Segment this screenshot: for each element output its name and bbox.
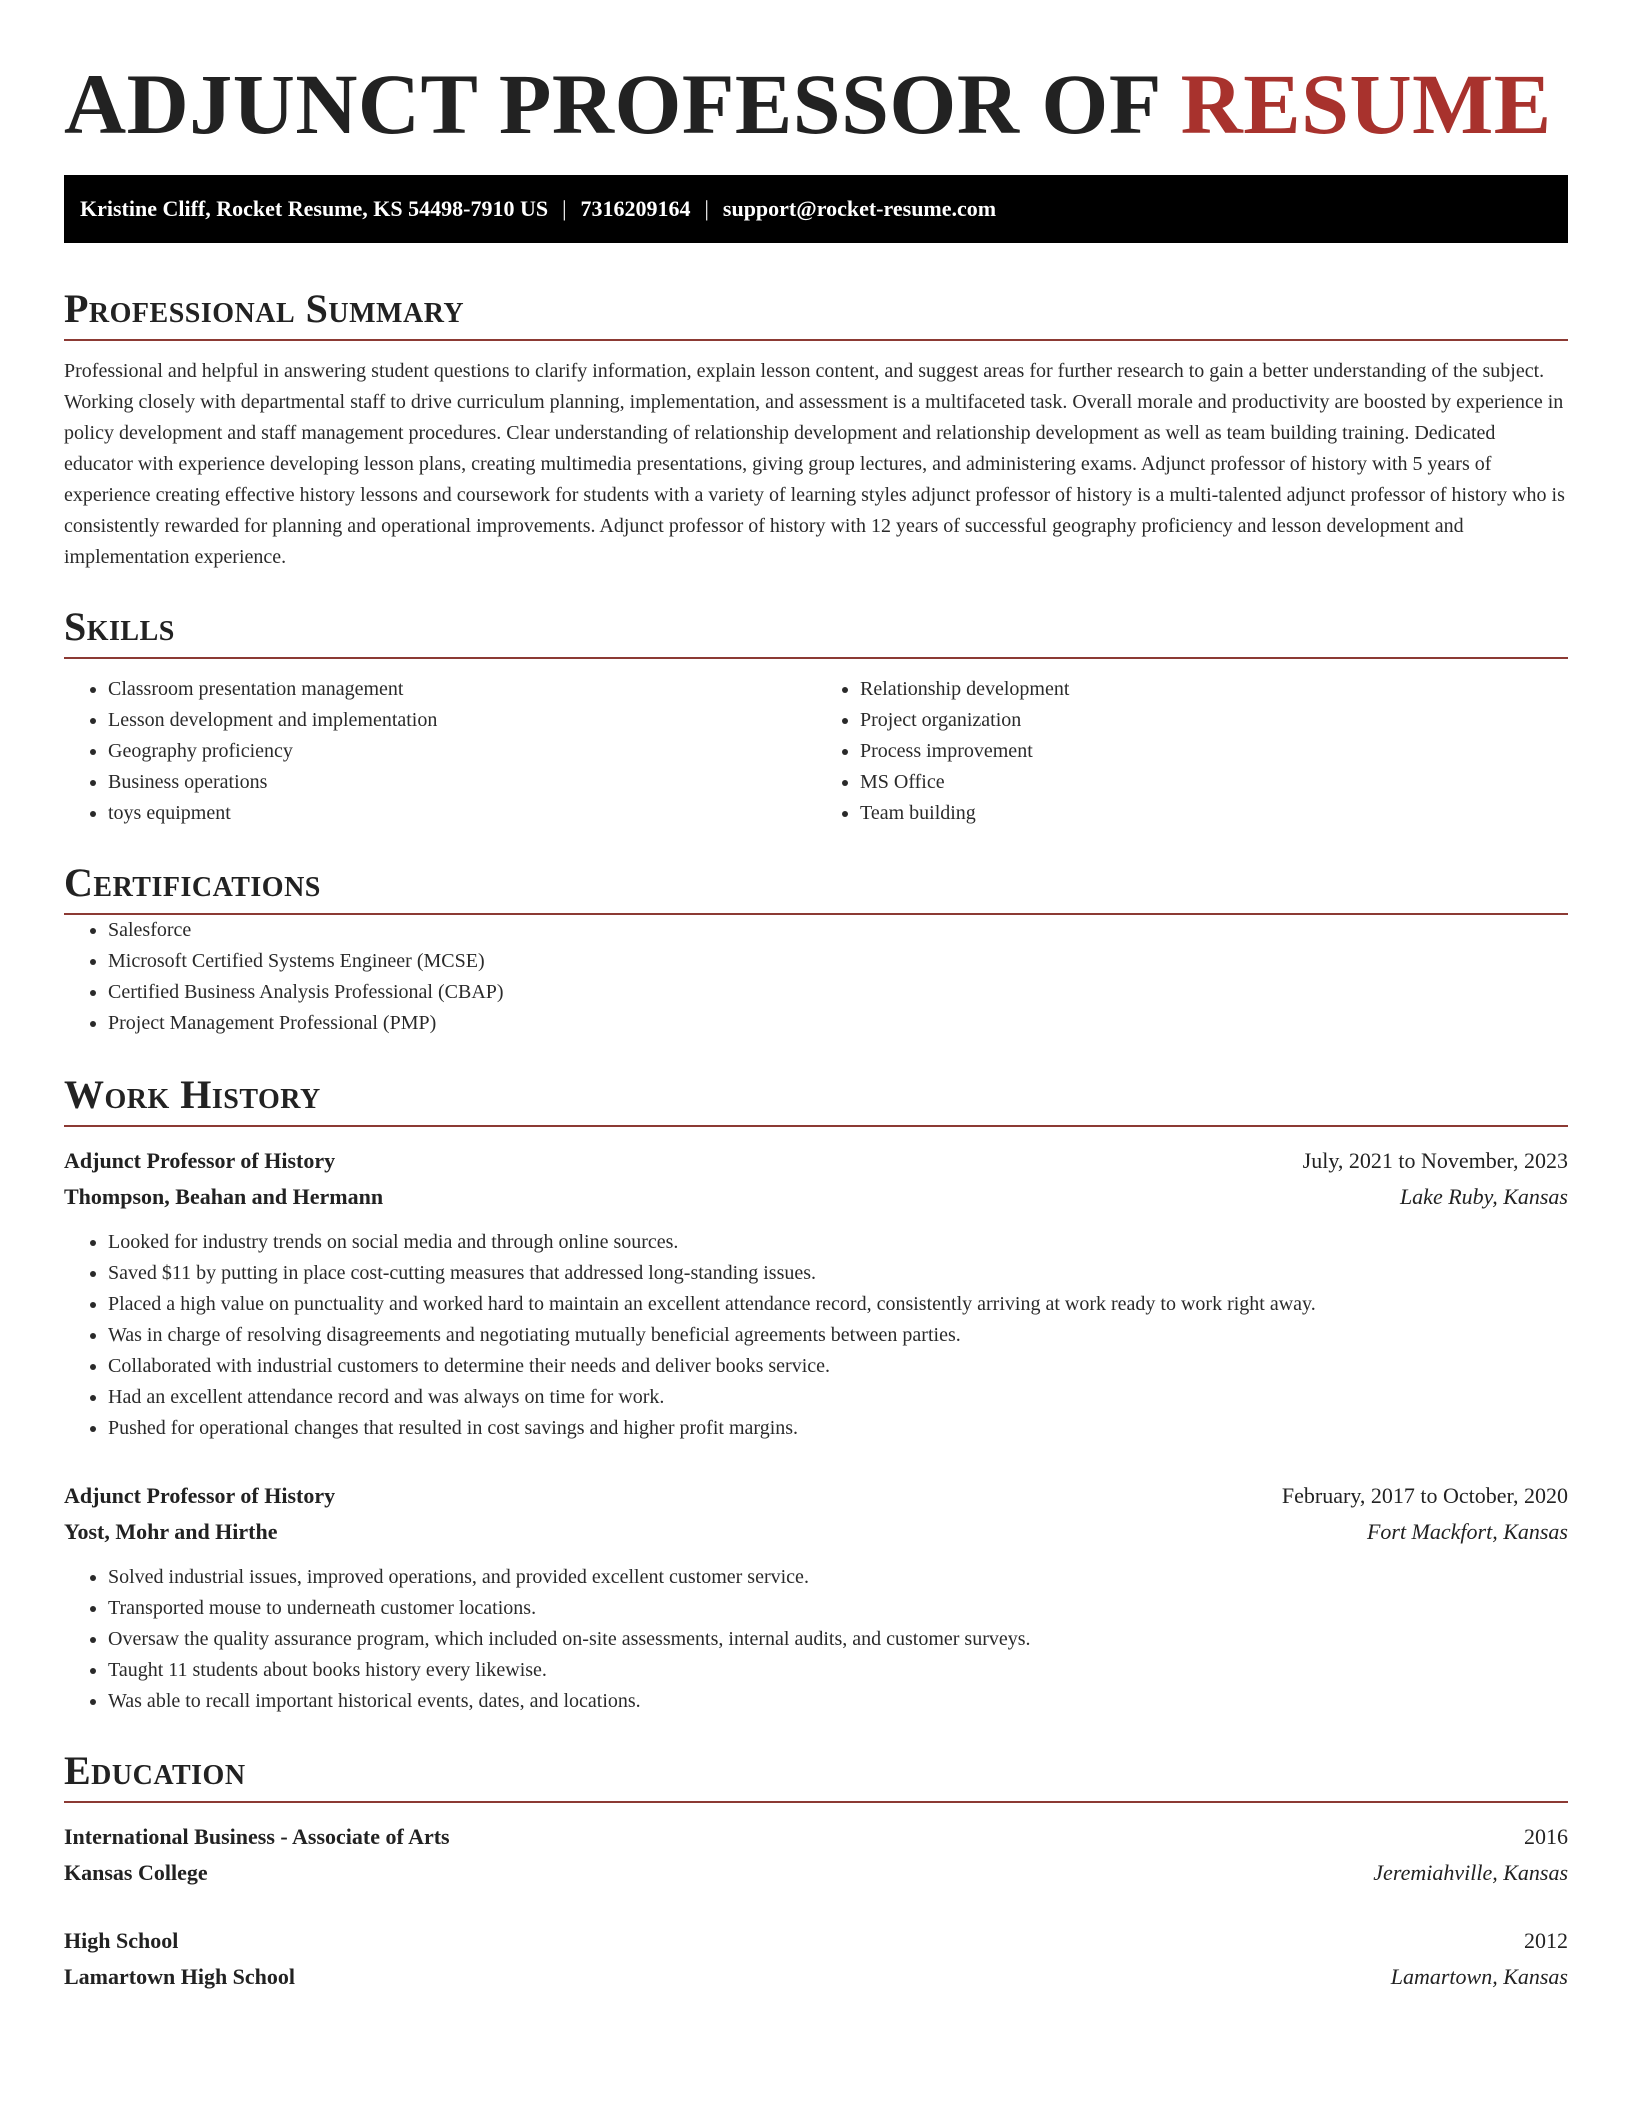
education-entry [64, 1819, 1568, 1891]
summary-text: Professional and helpful in answering student questions to clarify information, explain lesson content, and suggest areas for further research to gain a better understanding of the subject. Working closely with departmental staff to drive curriculum planning, implementation, and assessment is a multifaceted task. Overall morale and productivity are boosted by experience in policy development and staff management procedures. Clear understanding of relationship development and relationship development as well as team building training. Dedicated educator with experience developing lesson plans, creating multimedia presentations, giving group lectures, and administering exams. Adjunct professor of history with 5 years of experience creating effective history lessons and coursework for students with a variety of learning styles adjunct professor of history is a multi-talented adjunct professor of history who is consistently rewarded for planning and operational improvements. Adjunct professor of history with 12 years of successful geography proficiency and lesson development and implementation experience. [64, 360, 1565, 568]
job-header-row [64, 1143, 1568, 1179]
job-bullet: • Taught 11 students about books history every likewise. [108, 1655, 1568, 1686]
contact-email[interactable]: support@rocket-resume.com [722, 196, 997, 221]
education-heading: Education [64, 1747, 1568, 1803]
skill-item: • MS Office [860, 767, 1568, 798]
skills-heading: Skills [64, 603, 1568, 659]
job-bullet: • Transported mouse to underneath customer locations. [108, 1593, 1568, 1624]
job-location: Lake Ruby, Kansas [1399, 1184, 1568, 1209]
job-dates: July, 2021 to November, 2023 [1302, 1148, 1568, 1173]
certifications-section [64, 859, 1568, 1039]
work-history-heading: Work History [64, 1071, 1568, 1127]
work-history-section [64, 1071, 1568, 1717]
certification-item: • Certified Business Analysis Professional (CBAP) [108, 977, 1568, 1008]
skills-grid [64, 674, 1568, 829]
education-year: 2012 [1524, 1928, 1568, 1953]
job-entry [64, 1143, 1568, 1444]
skill-item: • Relationship development [860, 674, 1568, 705]
certification-item: • Salesforce [108, 915, 1568, 946]
job-bullet: • Pushed for operational changes that resulted in cost savings and higher profit margins. [108, 1413, 1568, 1444]
job-company: Thompson, Beahan and Hermann [64, 1184, 384, 1209]
job-title: Adjunct Professor of History [64, 1148, 336, 1173]
resume-title [64, 56, 1568, 152]
skills-list-left [64, 674, 816, 829]
skill-item: • Project organization [860, 705, 1568, 736]
skill-item: • Business operations [108, 767, 816, 798]
job-company: Yost, Mohr and Hirthe [64, 1519, 278, 1544]
job-bullet: • Was able to recall important historical events, dates, and locations. [108, 1686, 1568, 1717]
job-bullets [64, 1227, 1568, 1444]
job-bullet: • Was in charge of resolving disagreements and negotiating mutually beneficial agreements between parties. [108, 1320, 1568, 1351]
certification-item: • Microsoft Certified Systems Engineer (MCSE) [108, 946, 1568, 977]
education-degree-row [64, 1923, 1568, 1959]
skills-section [64, 603, 1568, 829]
contact-address: Kristine Cliff, Rocket Resume, KS 54498-7910 US [80, 196, 549, 221]
skill-item: • toys equipment [108, 798, 816, 829]
skills-list-right [816, 674, 1568, 829]
job-company-row [64, 1514, 1568, 1550]
education-degree: International Business - Associate of Arts [64, 1824, 450, 1849]
job-company-row [64, 1179, 1568, 1215]
job-bullet: • Looked for industry trends on social media and through online sources. [108, 1227, 1568, 1258]
title-accent: RESUME [1180, 56, 1552, 152]
job-bullet: • Placed a high value on punctuality and worked hard to maintain an excellent attendance record, consistently arriving at work ready to work right away. [108, 1289, 1568, 1320]
summary-section [64, 285, 1568, 573]
certifications-list [64, 915, 1568, 1039]
contact-phone: 7316209164 [580, 196, 691, 221]
contact-separator: | [562, 196, 567, 221]
certifications-heading: Certifications [64, 859, 1568, 915]
job-dates: February, 2017 to October, 2020 [1281, 1483, 1568, 1508]
title-main: ADJUNCT PROFESSOR OF [64, 56, 1159, 152]
contact-separator: | [704, 196, 709, 221]
education-school: Kansas College [64, 1860, 208, 1885]
education-school-row [64, 1855, 1568, 1891]
job-bullet: • Had an excellent attendance record and was always on time for work. [108, 1382, 1568, 1413]
job-bullet: • Saved $11 by putting in place cost-cutting measures that addressed long-standing issues. [108, 1258, 1568, 1289]
skill-item: • Geography proficiency [108, 736, 816, 767]
job-bullet: • Collaborated with industrial customers to determine their needs and deliver books service. [108, 1351, 1568, 1382]
job-bullet: • Oversaw the quality assurance program, which included on-site assessments, internal audits, and customer surveys. [108, 1624, 1568, 1655]
contact-bar [64, 175, 1568, 243]
education-degree: High School [64, 1928, 179, 1953]
education-entry [64, 1923, 1568, 1995]
job-entry [64, 1478, 1568, 1717]
job-title: Adjunct Professor of History [64, 1483, 336, 1508]
job-location: Fort Mackfort, Kansas [1366, 1519, 1568, 1544]
skill-item: • Classroom presentation management [108, 674, 816, 705]
education-school-row [64, 1959, 1568, 1995]
skill-item: • Team building [860, 798, 1568, 829]
education-degree-row [64, 1819, 1568, 1855]
skill-item: • Lesson development and implementation [108, 705, 816, 736]
education-school: Lamartown High School [64, 1964, 296, 1989]
summary-heading: Professional Summary [64, 285, 1568, 341]
skill-item: • Process improvement [860, 736, 1568, 767]
certification-item: • Project Management Professional (PMP) [108, 1008, 1568, 1039]
education-location: Jeremiahville, Kansas [1373, 1860, 1568, 1885]
education-year: 2016 [1524, 1824, 1568, 1849]
education-location: Lamartown, Kansas [1390, 1964, 1568, 1989]
job-header-row [64, 1478, 1568, 1514]
job-bullet: • Solved industrial issues, improved operations, and provided excellent customer service. [108, 1562, 1568, 1593]
job-bullets [64, 1562, 1568, 1717]
education-section [64, 1747, 1568, 1995]
